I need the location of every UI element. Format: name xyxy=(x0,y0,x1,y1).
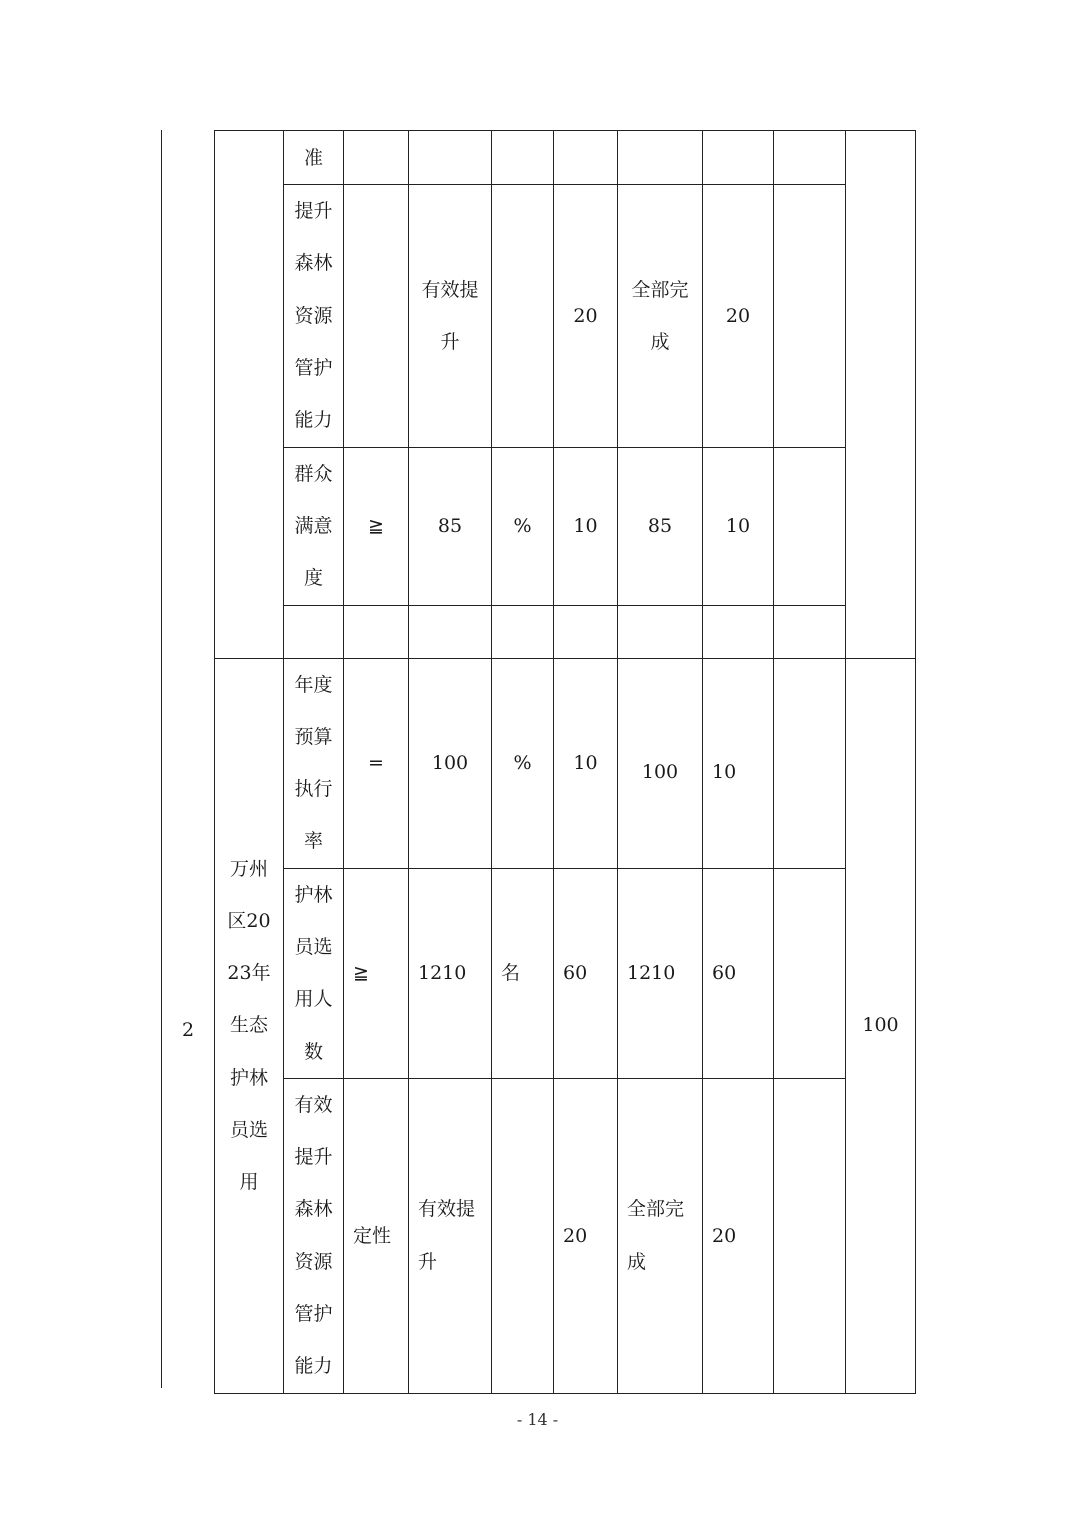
project-name-cell-empty xyxy=(215,131,284,659)
indicator-cell: 护林员选用人数 xyxy=(284,868,344,1078)
indicator-cell: 有效提升森林资源管护能力 xyxy=(284,1078,344,1393)
unit-cell xyxy=(492,605,554,658)
operator-cell: ≧ xyxy=(344,447,409,605)
target-cell: 有效提升 xyxy=(409,185,492,447)
operator-cell xyxy=(344,605,409,658)
unit-cell xyxy=(492,1078,554,1393)
operator-cell xyxy=(344,185,409,447)
actual-cell xyxy=(618,131,703,185)
total-score-cell: 100 xyxy=(846,658,916,1393)
weight-cell xyxy=(554,131,618,185)
score-cell: 20 xyxy=(703,1078,774,1393)
unit-cell: % xyxy=(492,658,554,868)
indicator-cell xyxy=(284,605,344,658)
target-cell: 1210 xyxy=(409,868,492,1078)
weight-cell: 10 xyxy=(554,447,618,605)
target-cell xyxy=(409,131,492,185)
operator-cell: 定性 xyxy=(344,1078,409,1393)
indicator-cell: 准 xyxy=(284,131,344,185)
indicator-cell: 群众满意度 xyxy=(284,447,344,605)
remark-cell xyxy=(774,1078,846,1393)
target-cell: 有效提升 xyxy=(409,1078,492,1393)
project-name-cell: 万州区2023年生态护林员选用 xyxy=(215,658,284,1393)
actual-cell: 1210 xyxy=(618,868,703,1078)
row-sequence-number: 2 xyxy=(181,1019,195,1041)
table-row xyxy=(215,605,916,658)
table-row xyxy=(215,131,916,185)
weight-cell xyxy=(554,605,618,658)
score-cell: 20 xyxy=(703,185,774,447)
score-cell: 10 xyxy=(703,447,774,605)
remark-cell xyxy=(774,868,846,1078)
score-cell: 10 xyxy=(703,658,774,868)
score-cell xyxy=(703,131,774,185)
left-border-line xyxy=(161,130,162,1388)
table-row xyxy=(215,658,916,868)
remark-cell xyxy=(774,605,846,658)
indicator-cell: 年度预算执行率 xyxy=(284,658,344,868)
score-cell xyxy=(703,605,774,658)
indicator-cell: 提升森林资源管护能力 xyxy=(284,185,344,447)
weight-cell: 60 xyxy=(554,868,618,1078)
actual-cell: 全部完成 xyxy=(618,1078,703,1393)
weight-cell: 20 xyxy=(554,185,618,447)
table-row xyxy=(215,1078,916,1393)
remark-cell xyxy=(774,185,846,447)
operator-cell: ≧ xyxy=(344,868,409,1078)
unit-cell xyxy=(492,185,554,447)
actual-cell: 85 xyxy=(618,447,703,605)
weight-cell: 20 xyxy=(554,1078,618,1393)
actual-cell: 全部完成 xyxy=(618,185,703,447)
score-cell: 60 xyxy=(703,868,774,1078)
operator-cell: = xyxy=(344,658,409,868)
target-cell: 85 xyxy=(409,447,492,605)
table-row xyxy=(215,185,916,447)
operator-cell xyxy=(344,131,409,185)
weight-cell: 10 xyxy=(554,658,618,868)
unit-cell xyxy=(492,131,554,185)
target-cell: 100 xyxy=(409,658,492,868)
target-cell xyxy=(409,605,492,658)
unit-cell: % xyxy=(492,447,554,605)
remark-cell xyxy=(774,658,846,868)
actual-cell xyxy=(618,605,703,658)
remark-cell xyxy=(774,447,846,605)
page-number: - 14 - xyxy=(516,1410,559,1429)
actual-cell: 100 xyxy=(618,658,703,868)
total-score-cell-empty xyxy=(846,131,916,659)
performance-indicator-table xyxy=(214,130,916,1394)
table-row xyxy=(215,868,916,1078)
remark-cell xyxy=(774,131,846,185)
table-row xyxy=(215,447,916,605)
unit-cell: 名 xyxy=(492,868,554,1078)
